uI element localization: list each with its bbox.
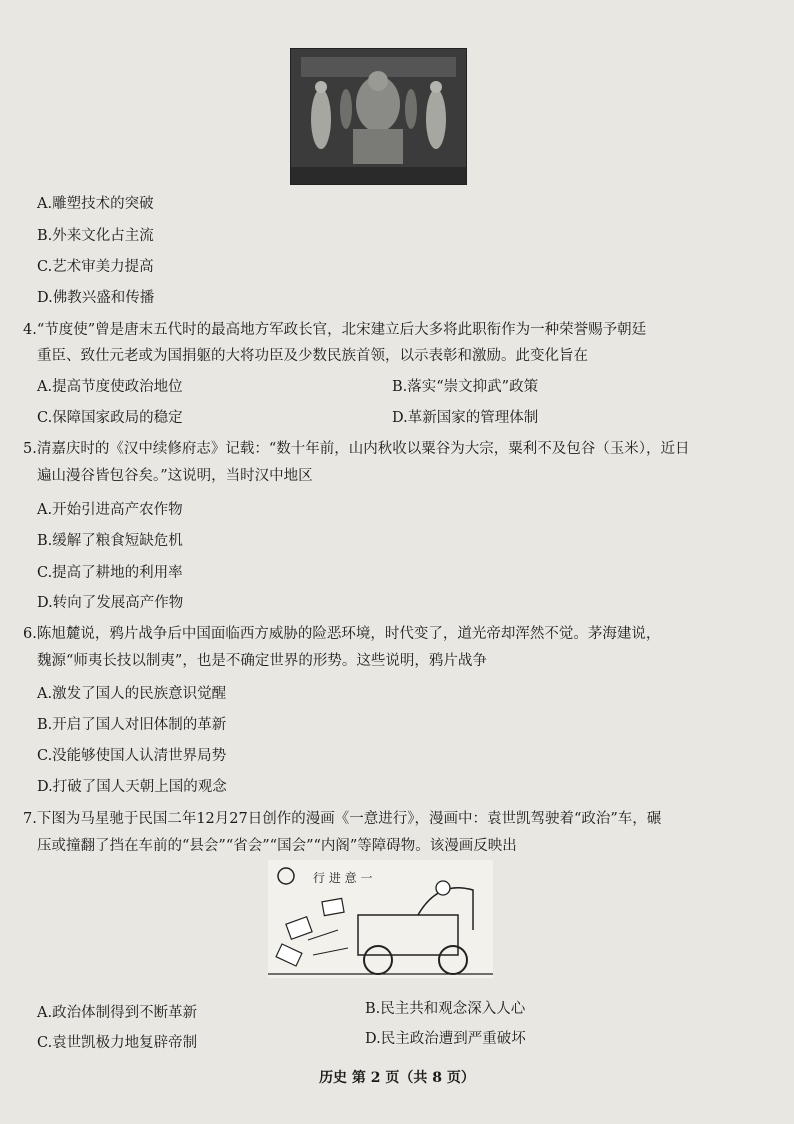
q5-option-c: C.提高了耕地的利用率 (37, 565, 183, 581)
q3-option-a: A.雕塑技术的突破 (37, 196, 154, 212)
cartoon-image (268, 860, 493, 978)
page-footer: 历史 第 2 页（共 8 页） (319, 1070, 475, 1086)
q4-option-a: A.提高节度使政治地位 (37, 379, 183, 395)
q4-stem-line1: 4.“节度使”曾是唐末五代时的最高地方军政长官，北宋建立后大多将此职衔作为一种荣誉赐予朝廷 (23, 322, 647, 338)
q6-stem-line2: 魏源“师夷长技以制夷”，也是不确定世界的形势。这些说明，鸦片战争 (37, 653, 487, 669)
q4-option-b: B.落实“崇文抑武”政策 (392, 379, 539, 395)
q4-stem-line2: 重臣、致仕元老或为国捐躯的大将功臣及少数民族首领，以示表彰和激励。此变化旨在 (37, 348, 588, 364)
q6-option-a: A.激发了国人的民族意识觉醒 (37, 686, 227, 702)
cartoon-title: 行 进 意 一 (313, 871, 373, 885)
q5-stem-line2: 遍山漫谷皆包谷矣。”这说明，当时汉中地区 (37, 468, 313, 484)
q3-option-d: D.佛教兴盛和传播 (37, 290, 155, 306)
q5-option-a: A.开始引进高产农作物 (37, 502, 183, 518)
q7-option-a: A.政治体制得到不断革新 (37, 1005, 198, 1021)
q3-option-c: C.艺术审美力提高 (37, 259, 154, 275)
q6-option-d: D.打破了国人天朝上国的观念 (37, 779, 227, 795)
cartoon-yi-yi-jin-xing (268, 860, 493, 978)
q4-option-d: D.革新国家的管理体制 (392, 410, 539, 426)
q7-option-c: C.袁世凯极力地复辟帝制 (37, 1035, 198, 1051)
q6-stem-line1: 6.陈旭麓说，鸦片战争后中国面临西方威胁的险恶环境，时代变了，道光帝却浑然不觉。茅海建说， (23, 626, 661, 642)
q7-option-d: D.民主政治遭到严重破坏 (365, 1031, 526, 1047)
q6-option-b: B.开启了国人对旧体制的革新 (37, 717, 227, 733)
q7-stem-line2: 压或撞翻了挡在车前的“县会”“省会”“国会”“内阁”等障碍物。该漫画反映出 (37, 838, 517, 854)
q5-option-d: D.转向了发展高产作物 (37, 595, 184, 611)
q6-option-c: C.没能够使国人认清世界局势 (37, 748, 227, 764)
buddha-statue-image (291, 49, 466, 184)
q7-option-b: B.民主共和观念深入人心 (365, 1001, 526, 1017)
q4-option-c: C.保障国家政局的稳定 (37, 410, 183, 426)
buddha-statue-photo (290, 48, 467, 185)
q3-option-b: B.外来文化占主流 (37, 228, 154, 244)
q5-option-b: B.缓解了粮食短缺危机 (37, 533, 183, 549)
q7-stem-line1: 7.下图为马星驰于民国二年12月27日创作的漫画《一意进行》，漫画中：袁世凯驾驶着“政治”车，碾 (23, 811, 662, 827)
q5-stem-line1: 5.清嘉庆时的《汉中续修府志》记载：“数十年前，山内秋收以粟谷为大宗，粟利不及包谷（玉米），近日 (23, 441, 690, 457)
